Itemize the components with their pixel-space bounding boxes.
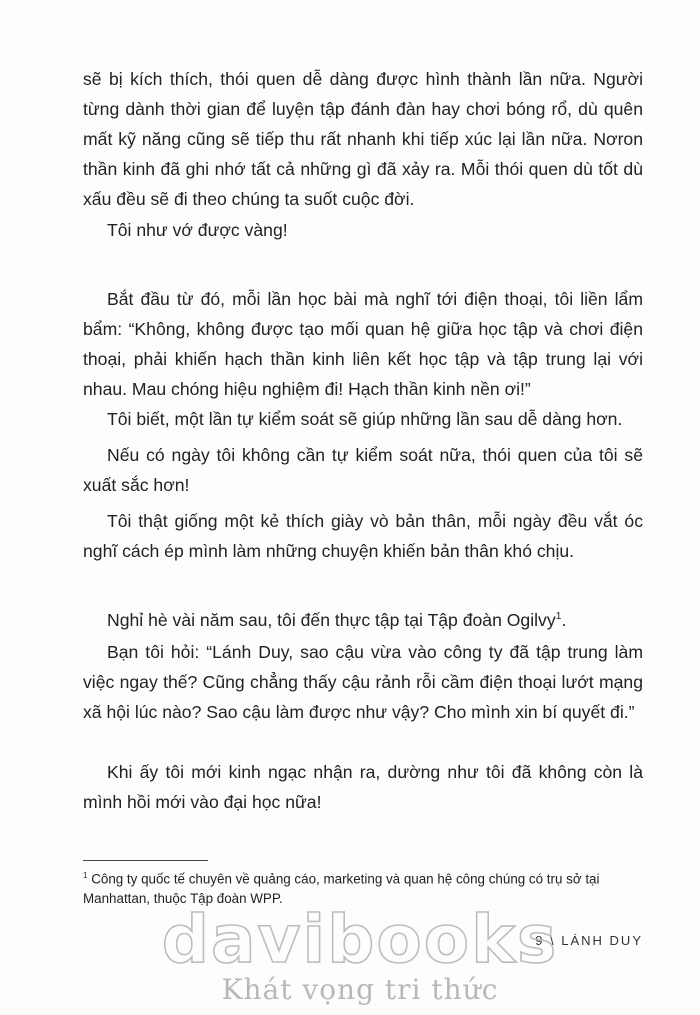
paragraph-9: Khi ấy tôi mới kinh ngạc nhận ra, dường như tôi đã không còn là mình hồi mới vào đại học nữa! bbox=[83, 762, 643, 812]
watermark-tagline: Khát vọng tri thức bbox=[221, 973, 499, 1006]
footnote-marker: 1 bbox=[83, 871, 88, 880]
paragraph-2: Tôi như vớ được vàng! bbox=[107, 220, 288, 240]
paragraph-4: Tôi biết, một lần tự kiểm soát sẽ giúp những lần sau dễ dàng hơn. bbox=[107, 409, 623, 429]
running-head: 9 \ LÁNH DUY bbox=[535, 933, 643, 948]
paragraph-1: sẽ bị kích thích, thói quen dễ dàng được hình thành lần nữa. Người từng dành thời gian để luyện tập đánh đàn hay chơi bóng rổ, dù quên mất kỹ năng cũng sẽ tiếp thu rất nhanh khi tiếp xúc lại lần nữa. Nơron thần kinh đã ghi nhớ tất cả những gì đã xảy ra. Mỗi thói quen dù tốt dù xấu đều sẽ đi theo chúng ta suốt cuộc đời. bbox=[83, 69, 643, 209]
footnote-ref: 1 bbox=[555, 610, 562, 622]
paragraph-7-text: Nghỉ hè vài năm sau, tôi đến thực tập tại Tập đoàn Ogilvy bbox=[107, 609, 556, 630]
paragraph-3: Bắt đầu từ đó, mỗi lần học bài mà nghĩ tới điện thoại, tôi liền lẩm bẩm: “Không, không được tạo mối quan hệ giữa học tập và chơi điện thoại, phải khiến hạch thần kinh liên kết học tập và tập trung lại với nhau. Mau chóng hiệu nghiệm đi! Hạch thần kinh nền ơi!” bbox=[83, 289, 643, 399]
footnote-text: Công ty quốc tế chuyên về quảng cáo, marketing và quan hệ công chúng có trụ sở tại Manhattan, thuộc Tập đoàn WPP. bbox=[83, 871, 600, 907]
watermark bbox=[150, 900, 570, 1015]
paragraph-7: Nghỉ hè vài năm sau, tôi đến thực tập tại Tập đoàn Ogilvy$^1$. bbox=[107, 609, 567, 630]
footnote bbox=[83, 866, 643, 909]
paragraph-5: Nếu có ngày tôi không cần tự kiểm soát nữa, thói quen của tôi sẽ xuất sắc hơn! bbox=[83, 445, 643, 495]
watermark-brand: davibooks bbox=[161, 901, 559, 978]
paragraph-8: Bạn tôi hỏi: “Lánh Duy, sao cậu vừa vào công ty đã tập trung làm việc ngay thế? Cũng chẳng thấy cậu rảnh rỗi cầm điện thoại lướt mạng xã hội lúc nào? Sao cậu làm được như vậy? Cho mình xin bí quyết đi.” bbox=[83, 642, 643, 722]
footnote-divider bbox=[83, 860, 208, 861]
paragraph-6: Tôi thật giống một kẻ thích giày vò bản thân, mỗi ngày đều vắt óc nghĩ cách ép mình làm những chuyện khiến bản thân khó chịu. bbox=[83, 511, 643, 561]
